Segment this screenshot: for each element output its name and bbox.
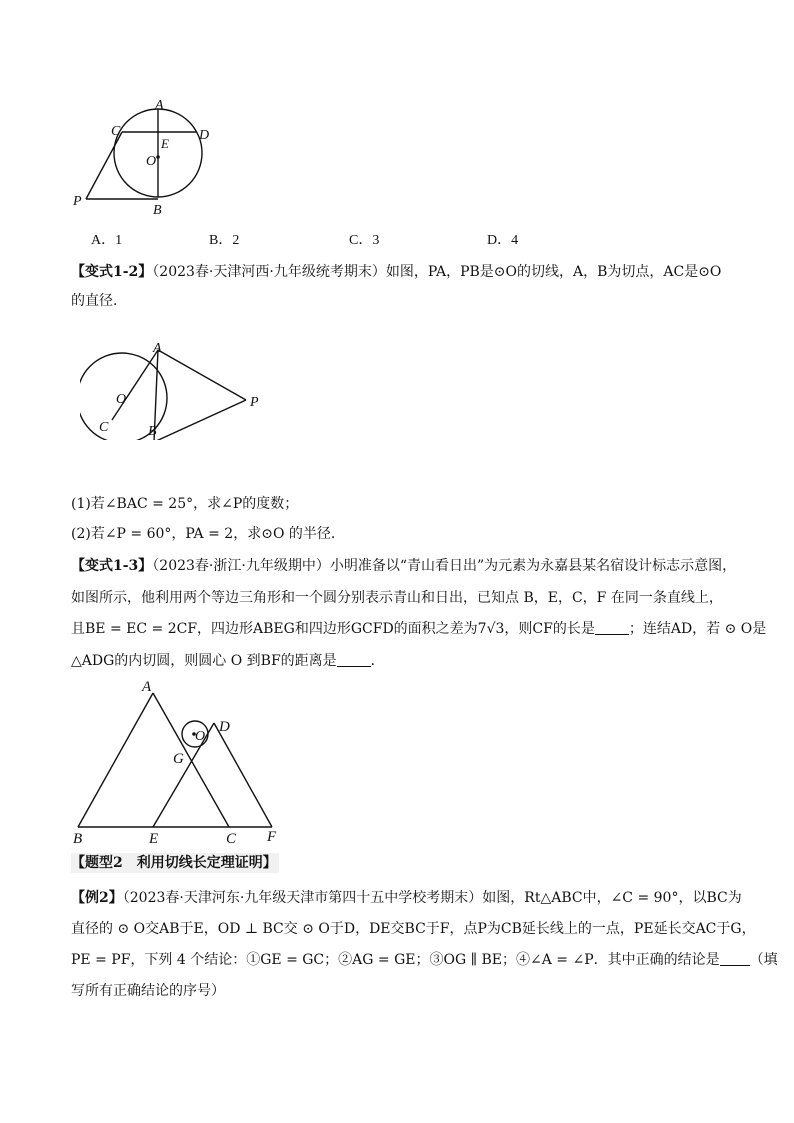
fig1-line-pc (86, 132, 122, 199)
q13-line2: 如图所示，他利用两个等边三角形和一个圆分别表示青山和日出，已知点 B，E，C，F 在同一条直线上， (71, 590, 723, 606)
fig2-label-p: P (250, 395, 259, 410)
q13-text-line3b: ；连结AD，若 ⊙ O是 (628, 621, 767, 637)
fig2-diameter-ac (112, 350, 158, 420)
fig3-label-c: C (226, 831, 237, 847)
fig1-label-o: O (146, 154, 157, 169)
figure-3-triangles (70, 675, 290, 855)
fig3-label-e: E (149, 831, 159, 847)
fig1-label-c: C (111, 124, 121, 139)
choice-b: B．2 (209, 233, 240, 248)
ex2-line1 (71, 888, 742, 908)
q13-line4 (71, 651, 385, 671)
fig1-label-e: E (161, 136, 169, 151)
fig2-label-a: A (153, 341, 162, 356)
fig2-tangent-pb (154, 400, 246, 440)
choice-c: C．3 (349, 233, 380, 248)
fig2-label-b: B (148, 424, 157, 439)
fig2-tangent-pa (158, 350, 246, 400)
ex2-text-line3b: （填 (749, 952, 778, 968)
fig3-side-df (214, 723, 272, 827)
choice-d: D．4 (487, 233, 519, 248)
fig1-label-b: B (153, 203, 162, 218)
fig1-label-d: D (199, 128, 210, 143)
ex2-line3 (71, 950, 778, 970)
fig3-label-b: B (73, 831, 83, 847)
ex2-line4: 写所有正确结论的序号） (71, 983, 225, 999)
q13-text-line4a: △ADG的内切圆，则圆心 O 到BF的距离是 (71, 653, 337, 669)
q13-text-line3a: 且BE = EC = 2CF，四边形ABEG和四边形GCFD的面积之差为7√3，则CF的长是 (71, 621, 595, 637)
fig1-label-p: P (73, 194, 82, 209)
fig3-label-g: G (173, 751, 184, 767)
ex2-text-line1: （2023春·天津河东·九年级天津市第四十五中学校考期末）如图，Rt△ABC中，∠C = 90°，以BC为 (122, 890, 742, 906)
q12-text-line1: （2023春·天津河西·九年级统考期末）如图，PA，PB是⊙O的切线，A，B为切点，AC是⊙O (152, 264, 722, 280)
ex2-blank[interactable] (720, 951, 750, 966)
q13-line1 (71, 556, 736, 576)
fig1-label-a: A (155, 98, 164, 113)
q12-tag: 【变式1-2】 (71, 264, 153, 280)
q13-tag: 【变式1-3】 (71, 558, 153, 574)
q12-line1 (71, 262, 721, 282)
ex2-line2: 直径的 ⊙ O交AB于E，OD ⊥ BC交 ⊙ O于D，DE交BC于F，点P为CB延长线上的一点，PE延长交AC于G， (71, 921, 756, 937)
q13-blank-1[interactable] (595, 620, 629, 635)
q12-sub2: (2)若∠P = 60°，PA = 2，求⊙O 的半径． (71, 526, 345, 542)
choice-a: A．1 (91, 233, 123, 248)
q13-line3 (71, 619, 766, 639)
q13-text-line4b: ． (370, 653, 385, 669)
fig3-side-ab (78, 693, 153, 827)
fig2-label-o: O (116, 392, 127, 407)
ex2-text-line3a: PE = PF，下列 4 个结论：①GE = GC；②AG = GE；③OG ∥ BE；④∠A = ∠P．其中正确的结论是 (71, 952, 720, 968)
fig1-center-dot (156, 155, 160, 159)
section-2-title: 【题型2 利用切线长定理证明】 (71, 855, 277, 871)
q12-line2: 的直径． (71, 293, 127, 309)
figure-2-tangents (80, 338, 270, 440)
fig3-label-d: D (219, 719, 230, 735)
q13-text-line1: （2023春·浙江·九年级期中）小明准备以“青山看日出”为元素为永嘉县某名宿设计标志示意图， (152, 558, 737, 574)
fig3-label-a: A (142, 679, 152, 695)
fig3-label-o: O (195, 729, 206, 744)
figure-1-circle-tangent (60, 95, 230, 220)
q13-blank-2[interactable] (337, 652, 371, 667)
ex2-tag: 【例2】 (71, 890, 123, 906)
q12-sub1: (1)若∠BAC = 25°，求∠P的度数； (71, 496, 299, 512)
fig3-label-f: F (267, 829, 277, 845)
fig2-label-c: C (99, 420, 109, 435)
